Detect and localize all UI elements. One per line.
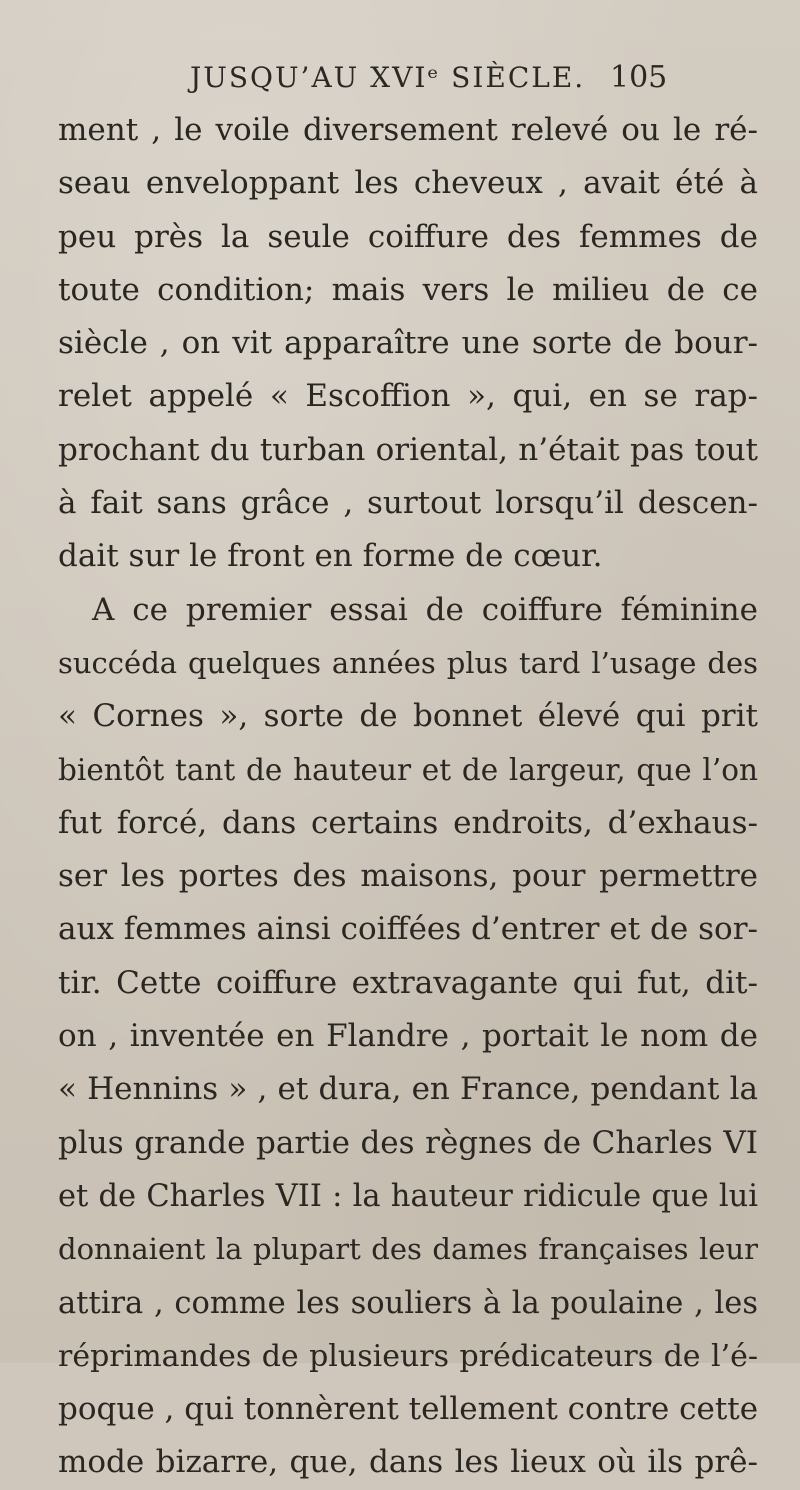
text-line: succéda quelques années plus tard l’usage des [58,645,758,680]
text-line: on , inventée en Flandre , portait le nom de [58,1018,758,1055]
text-line: fut forcé, dans certains endroits, d’exhaus- [58,804,758,841]
body-text [58,104,758,1490]
text-line: tir. Cette coiffure extravagante qui fut, dit- [58,964,758,1001]
text-line: aux femmes ainsi coiffées d’entrer et de sor- [58,911,758,948]
text-line: et de Charles VII : la hauteur ridicule que lui [58,1178,758,1214]
text-line: ser les portes des maisons, pour permettre [58,858,758,895]
text-line: mode bizarre, que, dans les lieux où ils prê- [58,1444,758,1481]
text-line: ment , le voile diversement relevé ou le ré- [58,112,758,148]
paragraph-start-line [58,584,758,637]
text-line: A ce premier essai de coiffure féminine [92,591,758,628]
paragraph-end-line: dait sur le front en forme de cœur. [58,538,603,575]
text-line: plus grande partie des règnes de Charles VI [58,1124,758,1161]
text-line: seau enveloppant les cheveux , avait été à [58,165,758,202]
text-line: poque , qui tonnèrent tellement contre cette [58,1391,759,1428]
text-line: attira , comme les souliers à la poulaine , les [58,1285,758,1321]
text-line: donnaient la plupart des dames françaises leur [58,1232,758,1267]
text-line: prochant du turban oriental, n’était pas tout [58,431,758,468]
text-line: « Cornes », sorte de bonnet élevé qui prit [58,698,758,735]
text-line: siècle , on vit apparaître une sorte de bour- [58,325,758,362]
text-line: bientôt tant de hauteur et de largeur, que l’on [58,752,758,787]
page-number: 105 [610,60,668,95]
text-line: « Hennins » , et dura, en France, pendant la [58,1071,758,1108]
text-line: toute condition; mais vers le milieu de ce [58,271,758,308]
running-title: JUSQU’AU XVIᵉ SIÈCLE. [190,61,586,94]
text-line: réprimandes de plusieurs prédicateurs de l’é- [58,1338,758,1374]
page-header [0,58,800,102]
text-line: à fait sans grâce , surtout lorsqu’il descen- [58,485,758,522]
text-line: peu près la seule coiffure des femmes de [58,218,758,255]
text-line: relet appelé « Escoffion », qui, en se rap- [58,378,758,415]
